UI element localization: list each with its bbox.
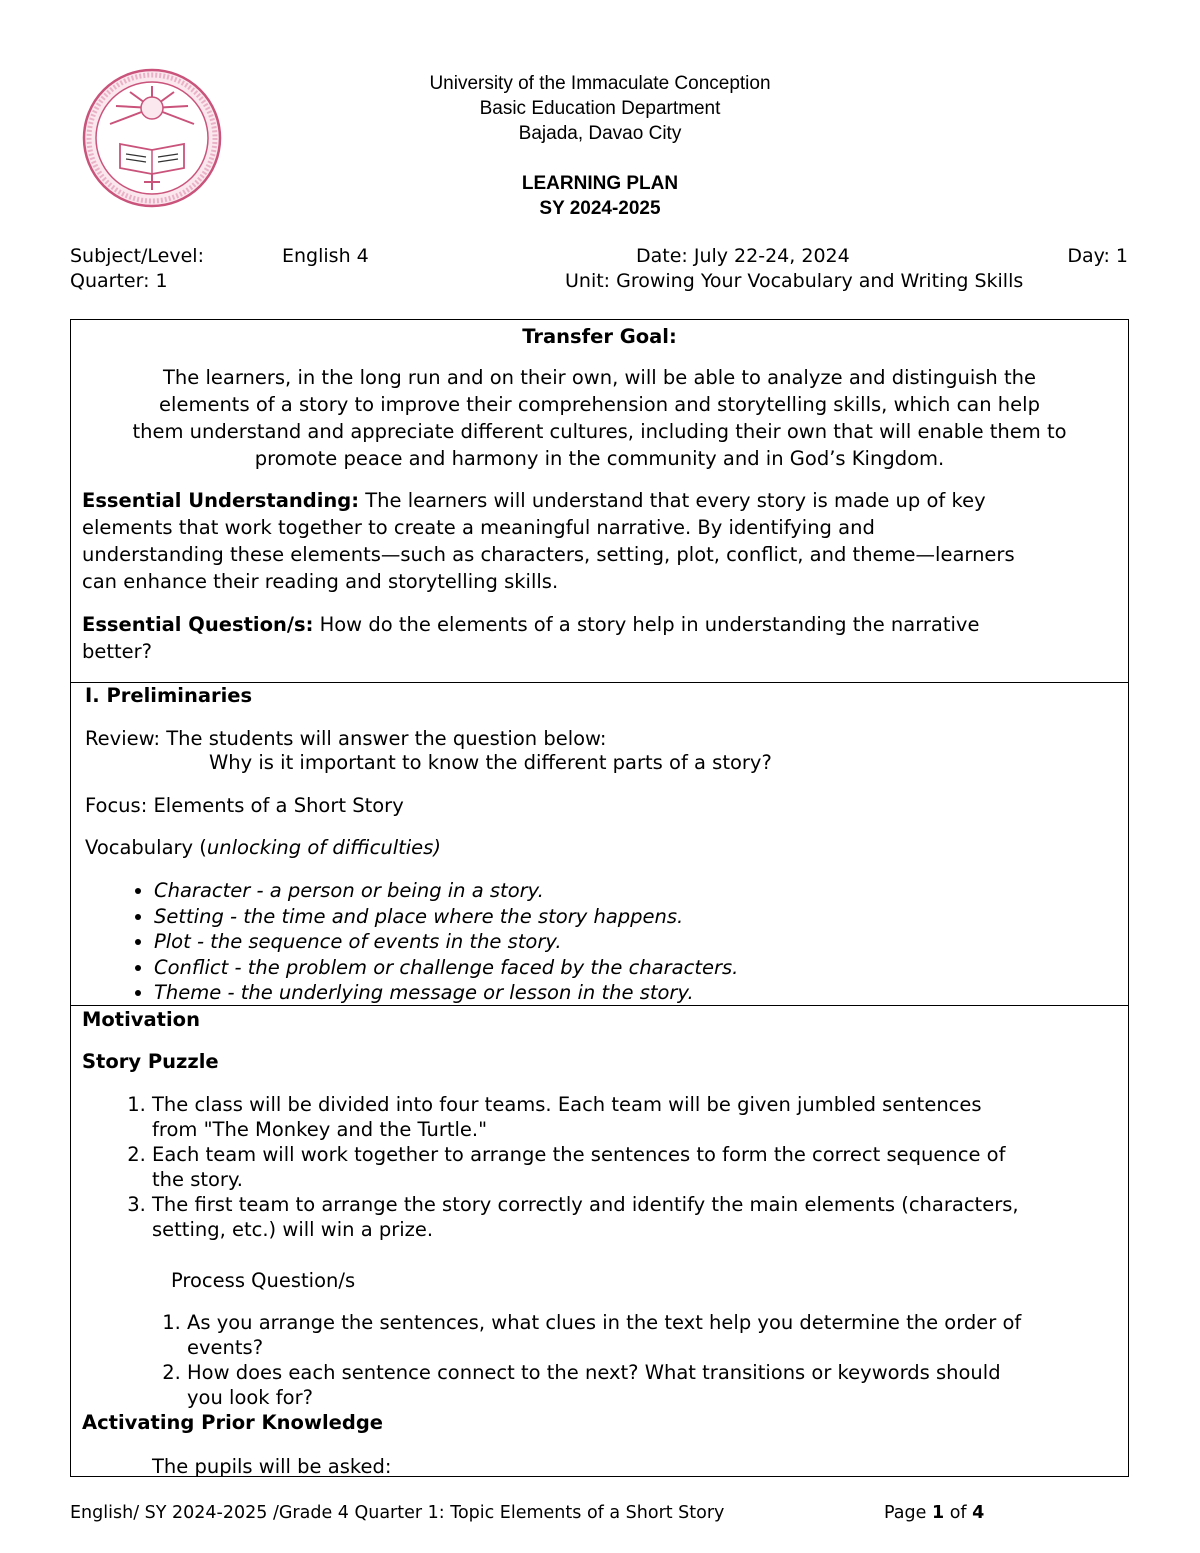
footer-topic: English/ SY 2024-2025 /Grade 4 Quarter 1: Topic Elements of a Short Story <box>70 1503 725 1523</box>
plan-title-block <box>300 171 900 221</box>
eu-text: The learners will understand that every story is made up of key <box>359 489 986 512</box>
subject-label: Subject/Level: <box>70 245 204 267</box>
eq-label: Essential Question/s: <box>82 613 314 636</box>
essential-understanding <box>82 487 1120 595</box>
eu-line: can enhance their reading and storytelling skills. <box>82 570 559 593</box>
school-year: SY 2024-2025 <box>539 198 661 219</box>
list-item: • Theme - the underlying message or lesson in the story. <box>154 980 738 1006</box>
eu-line: understanding these elements—such as characters, setting, plot, conflict, and theme—learners <box>82 543 1015 566</box>
eu-line: elements that work together to create a meaningful narrative. By identifying and <box>82 516 875 539</box>
list-item: 1. The class will be divided into four teams. Each team will be given jumbled sentences from "The Monkey and the Turtle." <box>152 1092 1019 1142</box>
preliminaries-section <box>70 682 1129 1006</box>
date-value: Date: July 22-24, 2024 <box>636 245 850 267</box>
transfer-line: them understand and appreciate different cultures, including their own that will enable them to <box>132 420 1067 443</box>
quarter-value: Quarter: 1 <box>70 270 168 292</box>
eq-line: better? <box>82 640 153 663</box>
eq-text: How do the elements of a story help in understanding the narrative <box>313 613 980 636</box>
list-item: 3. The first team to arrange the story correctly and identify the main elements (characters, setting, etc.) will win a prize. <box>152 1192 1019 1242</box>
transfer-line: elements of a story to improve their comprehension and storytelling skills, which can help <box>159 393 1040 416</box>
university-seal-logo <box>78 68 226 208</box>
list-item: 1. As you arrange the sentences, what clues in the text help you determine the order of events? <box>187 1310 1021 1360</box>
list-item: • Character - a person or being in a story. <box>154 878 738 904</box>
essential-question <box>82 611 1120 665</box>
vocabulary-label: Vocabulary (unlocking of difficulties) <box>85 836 441 859</box>
vocabulary-list <box>71 878 738 1006</box>
transfer-goal-text <box>71 364 1128 472</box>
transfer-goal-section <box>70 319 1129 683</box>
unit-value: Unit: Growing Your Vocabulary and Writing Skills <box>565 270 1024 292</box>
page-number: Page 1 of 4 <box>884 1503 985 1523</box>
list-item: • Conflict - the problem or challenge faced by the characters. <box>154 955 738 981</box>
review-question: Why is it important to know the different parts of a story? <box>209 751 772 774</box>
activity-steps <box>71 1092 1019 1242</box>
apk-text: The pupils will be asked: <box>152 1455 392 1478</box>
list-item: 2. How does each sentence connect to the next? What transitions or keywords should you look for? <box>187 1360 1021 1410</box>
plan-title: LEARNING PLAN <box>521 173 679 194</box>
list-item: • Setting - the time and place where the story happens. <box>154 904 738 930</box>
apk-heading: Activating Prior Knowledge <box>82 1411 384 1434</box>
transfer-line: promote peace and harmony in the community and in God’s Kingdom. <box>254 447 945 470</box>
list-item: 2. Each team will work together to arrange the sentences to form the correct sequence of the story. <box>152 1142 1019 1192</box>
activity-title: Story Puzzle <box>82 1050 219 1073</box>
transfer-line: The learners, in the long run and on their own, will be able to analyze and distinguish the <box>163 366 1036 389</box>
preliminaries-heading: I. Preliminaries <box>85 684 253 707</box>
day-value: Day: 1 <box>1067 245 1128 267</box>
eu-label: Essential Understanding: <box>82 489 360 512</box>
school-header <box>300 71 900 146</box>
focus-text: Focus: Elements of a Short Story <box>85 794 404 817</box>
university-name: University of the Immaculate Conception <box>429 73 771 94</box>
transfer-goal-heading: Transfer Goal: <box>522 325 677 348</box>
subject-value: English 4 <box>282 245 369 267</box>
process-questions <box>71 1310 1021 1410</box>
review-text: Review: The students will answer the question below: <box>85 727 607 750</box>
school-address: Bajada, Davao City <box>518 123 682 144</box>
department-name: Basic Education Department <box>479 98 721 119</box>
motivation-heading: Motivation <box>82 1008 200 1031</box>
motivation-section <box>70 1005 1129 1477</box>
list-item: • Plot - the sequence of events in the story. <box>154 929 738 955</box>
process-question-heading: Process Question/s <box>171 1269 356 1292</box>
